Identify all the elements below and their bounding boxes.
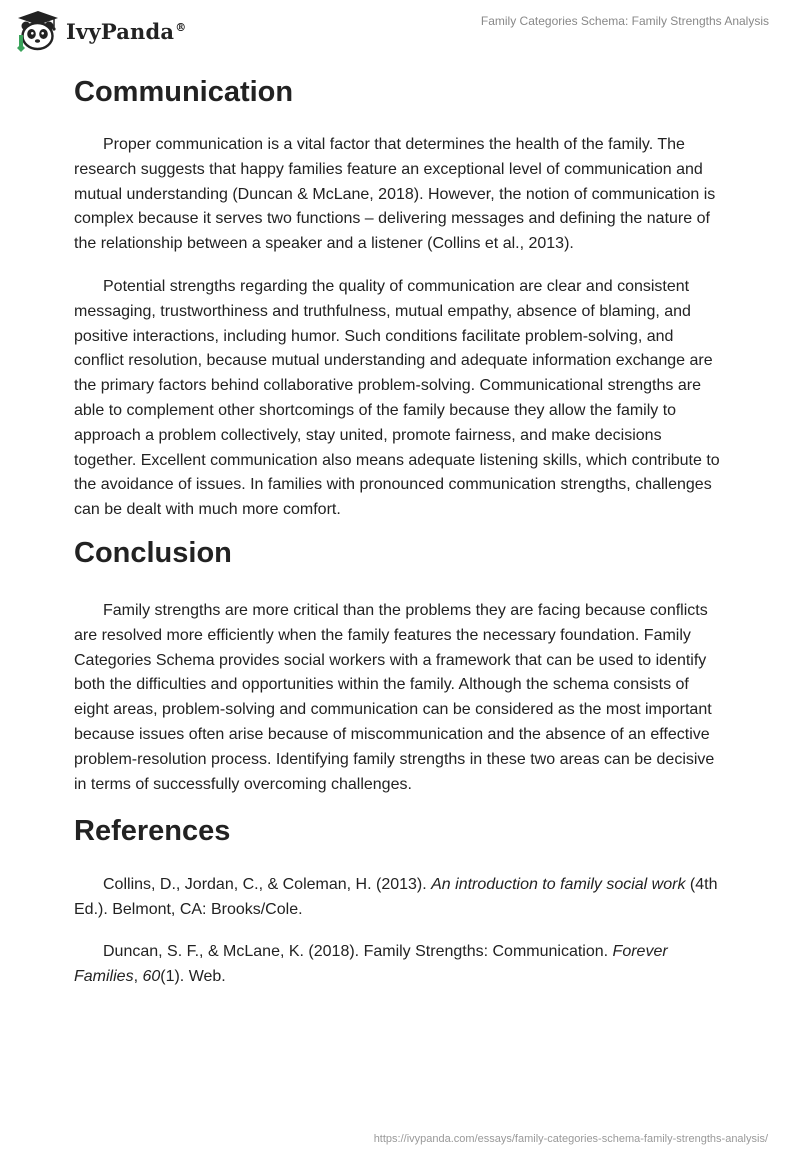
communication-paragraph-1: Proper communication is a vital factor that determines the health of the family. The research suggests that happy families feature an exceptional level of communication and mutual understanding (Duncan & McLane, 2018). However, the notion of communication is complex because it serves two functions – delivering messages and defining the nature of the relationship between a speaker and a listener (Collins et al., 2013). [74,136,716,253]
ivypanda-logo[interactable] [14,8,186,52]
conclusion-heading: Conclusion [74,536,232,569]
conclusion-section [74,531,724,797]
reference-item [74,940,724,990]
reference-authors: Duncan, S. F., & McLane, K. (2018). Family Strengths: Communication. [103,942,613,960]
communication-paragraph-2: Potential strengths regarding the quality of communication are clear and consistent messaging, trustworthiness and truthfulness, mutual empathy, absence of blaming, and positive interactions, including humor. Such conditions facilitate problem-solving, and conflict resolution, because mutual understanding and adequate information exchange are the primary factors behind collaborative problem-solving. Communicational strengths are able to complement other shortcomings of the family because they allow the family to approach a problem collectively, stay united, promote fairness, and make decisions together. Excellent communication also means adequate listening skills, which contribute to the avoidance of issues. In families with pronounced communication strengths, challenges can be dealt with much more comfort. [74,277,720,519]
communication-heading: Communication [74,76,294,108]
page-header [0,0,800,60]
references-section [74,809,724,989]
reference-book-title: An introduction to family social work [431,876,686,894]
source-url[interactable]: https://ivypanda.com/essays/family-categories-schema-family-strengths-analysis/ [373,1133,768,1145]
panda-graduate-icon [14,8,60,52]
reference-publisher: (4th Ed.). Belmont, CA: Brooks/Cole. [74,876,718,919]
registered-mark: ® [175,20,187,34]
reference-volume: 60 [142,967,161,985]
reference-journal: Forever Families [74,942,668,985]
reference-authors: Collins, D., Jordan, C., & Coleman, H. (2013). [103,876,432,894]
reference-item [74,873,724,923]
references-heading: References [74,815,231,848]
communication-section [74,70,724,523]
logo-text: IvyPanda [66,18,175,44]
conclusion-paragraph: Family strengths are more critical than the problems they are facing because conflicts are resolved more efficiently when the family features the necessary foundation. Family Categories Schema provides social workers with a framework that can be used to identify both the difficulties and opportunities within the family. Although the schema consists of eight areas, problem-solving and communication can be considered as the most important because issues often arise because of miscommunication and the absence of an effective problem-resolution process. Identifying family strengths in these two areas can be decisive in terms of successfully overcoming challenges. [74,601,715,793]
reference-issue: (1). Web. [160,967,226,985]
logo-wordmark [66,19,186,44]
document-title: Family Categories Schema: Family Strengths Analysis [480,14,769,28]
essay-content [74,68,724,990]
reference-separator: , [133,967,143,985]
